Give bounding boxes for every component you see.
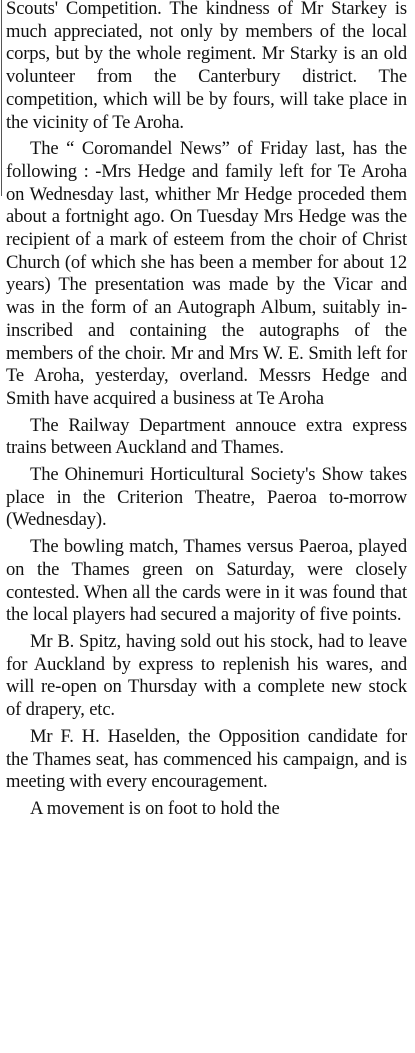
paragraph-spitz-stock: Mr B. Spitz, having sold out his stock, had to leave for Auckland by express to replenish his wares, and will re-open on Thursday with a complete new stock of drapery, etc.	[6, 630, 407, 721]
paragraph-bowling-match: The bowling match, Thames versus Paeroa, played on the Thames green on Saturday, were closely contested. When all the cards were in it was found that the local players had secured a majority of five points.	[6, 536, 407, 626]
paragraph-scouts-competition: Scouts' Competition. The kindness of Mr Starkey is much appreciated, not only by members of the local corps, but by the whole regiment. Mr Starky is an old volunteer from the Canterbury district. The competition, which will be by fours, will take place in the vicinity of Te Aroha.	[6, 0, 407, 133]
paragraph-coromandel-news: The “ Coromandel News” of Friday last, has the following : -Mrs Hedge and family left for Te Aroha on Wednesday last, whither Mr Hedge proceded them about a fortnight ago. On Tuesday Mrs Hedge was the recipient of a mark of esteem from the choir of Christ Church (of which she has been a member for about 12 years) The presentation was made by the Vicar and was in the form of an Autograph Album, suitably in-inscribed and containing the autographs of the members of the choir. Mr and Mrs W. E. Smith left for Te Aroha, yesterday, overland. Messrs Hedge and Smith have acquired a business at Te Aroha	[6, 138, 407, 409]
column-rule	[1, 0, 2, 196]
paragraph-ohinemuri-show: The Ohinemuri Horticultural Society's Show takes place in the Criterion Theatre, Paeroa to-morrow (Wednesday).	[6, 464, 407, 531]
paragraph-haselden-campaign: Mr F. H. Haselden, the Opposition candidate for the Thames seat, has commenced his campaign, and is meeting with every encouragement.	[6, 725, 407, 793]
paragraph-movement: A movement is on foot to hold the	[30, 797, 280, 819]
paragraph-railway-department: The Railway Department annouce extra express trains between Auckland and Thames.	[6, 414, 407, 459]
